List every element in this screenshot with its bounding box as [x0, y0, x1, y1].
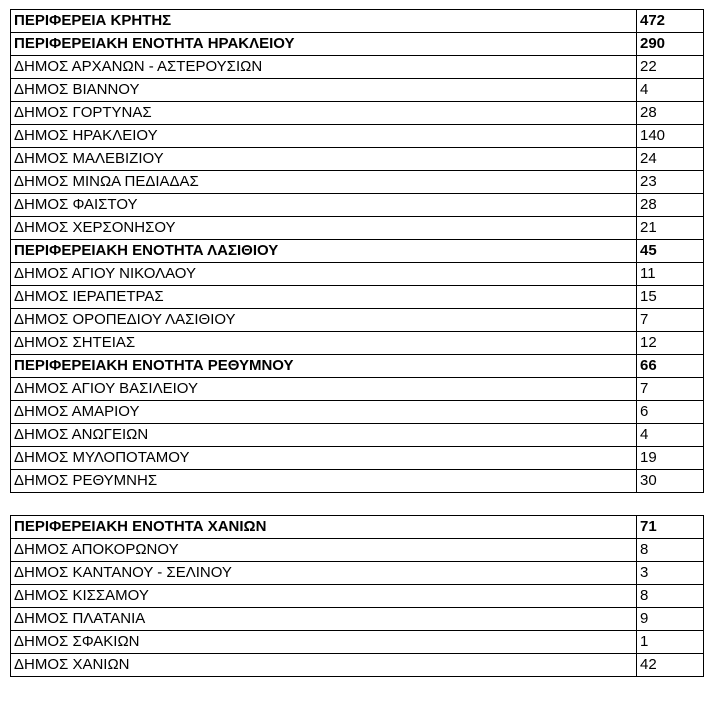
row-label: ΔΗΜΟΣ ΚΑΝΤΑΝΟΥ - ΣΕΛΙΝΟΥ — [11, 562, 637, 585]
summary-row — [11, 240, 704, 263]
table-row — [11, 585, 704, 608]
row-label: ΔΗΜΟΣ ΧΑΝΙΩΝ — [11, 654, 637, 677]
row-label: ΔΗΜΟΣ ΑΓΙΟΥ ΒΑΣΙΛΕΙΟΥ — [11, 378, 637, 401]
row-value: 28 — [637, 194, 704, 217]
row-value: 8 — [637, 585, 704, 608]
table-row — [11, 562, 704, 585]
table-row — [11, 309, 704, 332]
table-row — [11, 217, 704, 240]
row-label: ΠΕΡΙΦΕΡΕΙΑΚΗ ΕΝΟΤΗΤΑ ΛΑΣΙΘΙΟΥ — [11, 240, 637, 263]
row-value: 19 — [637, 447, 704, 470]
chania-unit-table-body — [11, 516, 704, 677]
table-row — [11, 148, 704, 171]
row-value: 45 — [637, 240, 704, 263]
row-label: ΔΗΜΟΣ ΓΟΡΤΥΝΑΣ — [11, 102, 637, 125]
row-label: ΔΗΜΟΣ ΣΦΑΚΙΩΝ — [11, 631, 637, 654]
row-value: 24 — [637, 148, 704, 171]
row-value: 11 — [637, 263, 704, 286]
row-label: ΔΗΜΟΣ ΣΗΤΕΙΑΣ — [11, 332, 637, 355]
table-row — [11, 125, 704, 148]
row-label: ΔΗΜΟΣ ΠΛΑΤΑΝΙΑ — [11, 608, 637, 631]
row-value: 290 — [637, 33, 704, 56]
row-label: ΔΗΜΟΣ ΜΙΝΩΑ ΠΕΔΙΑΔΑΣ — [11, 171, 637, 194]
row-label: ΔΗΜΟΣ ΧΕΡΣΟΝΗΣΟΥ — [11, 217, 637, 240]
table-row — [11, 332, 704, 355]
crete-region-table — [10, 9, 704, 493]
table-row — [11, 79, 704, 102]
table-row — [11, 608, 704, 631]
row-value: 23 — [637, 171, 704, 194]
table-row — [11, 654, 704, 677]
table-row — [11, 263, 704, 286]
row-value: 6 — [637, 401, 704, 424]
row-value: 22 — [637, 56, 704, 79]
row-label: ΔΗΜΟΣ ΟΡΟΠΕΔΙΟΥ ΛΑΣΙΘΙΟΥ — [11, 309, 637, 332]
table-row — [11, 194, 704, 217]
table-row — [11, 401, 704, 424]
row-value: 9 — [637, 608, 704, 631]
row-label: ΔΗΜΟΣ ΡΕΘΥΜΝΗΣ — [11, 470, 637, 493]
row-value: 7 — [637, 378, 704, 401]
row-value: 66 — [637, 355, 704, 378]
row-label: ΠΕΡΙΦΕΡΕΙΑΚΗ ΕΝΟΤΗΤΑ ΡΕΘΥΜΝΟΥ — [11, 355, 637, 378]
summary-row — [11, 355, 704, 378]
row-value: 30 — [637, 470, 704, 493]
row-value: 4 — [637, 79, 704, 102]
table-row — [11, 56, 704, 79]
row-value: 4 — [637, 424, 704, 447]
table-row — [11, 470, 704, 493]
row-label: ΠΕΡΙΦΕΡΕΙΑΚΗ ΕΝΟΤΗΤΑ ΗΡΑΚΛΕΙΟΥ — [11, 33, 637, 56]
crete-region-table-body — [11, 10, 704, 493]
row-value: 21 — [637, 217, 704, 240]
row-label: ΔΗΜΟΣ ΦΑΙΣΤΟΥ — [11, 194, 637, 217]
row-label: ΔΗΜΟΣ ΑΜΑΡΙΟΥ — [11, 401, 637, 424]
row-label: ΔΗΜΟΣ ΜΑΛΕΒΙΖΙΟΥ — [11, 148, 637, 171]
table-row — [11, 424, 704, 447]
row-value: 71 — [637, 516, 704, 539]
table-row — [11, 631, 704, 654]
row-label: ΔΗΜΟΣ ΑΓΙΟΥ ΝΙΚΟΛΑΟΥ — [11, 263, 637, 286]
summary-row — [11, 33, 704, 56]
row-label: ΔΗΜΟΣ ΚΙΣΣΑΜΟΥ — [11, 585, 637, 608]
table-row — [11, 171, 704, 194]
row-value: 7 — [637, 309, 704, 332]
row-label: ΔΗΜΟΣ ΙΕΡΑΠΕΤΡΑΣ — [11, 286, 637, 309]
row-label: ΠΕΡΙΦΕΡΕΙΑ ΚΡΗΤΗΣ — [11, 10, 637, 33]
row-value: 472 — [637, 10, 704, 33]
summary-row — [11, 10, 704, 33]
row-label: ΔΗΜΟΣ ΜΥΛΟΠΟΤΑΜΟΥ — [11, 447, 637, 470]
table-row — [11, 447, 704, 470]
row-label: ΔΗΜΟΣ ΑΝΩΓΕΙΩΝ — [11, 424, 637, 447]
row-label: ΔΗΜΟΣ ΑΠΟΚΟΡΩΝΟΥ — [11, 539, 637, 562]
table-row — [11, 378, 704, 401]
chania-unit-table — [10, 515, 704, 677]
row-value: 12 — [637, 332, 704, 355]
row-value: 15 — [637, 286, 704, 309]
table-row — [11, 539, 704, 562]
row-value: 42 — [637, 654, 704, 677]
table-row — [11, 102, 704, 125]
row-label: ΠΕΡΙΦΕΡΕΙΑΚΗ ΕΝΟΤΗΤΑ ΧΑΝΙΩΝ — [11, 516, 637, 539]
row-value: 28 — [637, 102, 704, 125]
row-value: 140 — [637, 125, 704, 148]
summary-row — [11, 516, 704, 539]
row-value: 8 — [637, 539, 704, 562]
table-row — [11, 286, 704, 309]
row-value: 3 — [637, 562, 704, 585]
row-label: ΔΗΜΟΣ ΑΡΧΑΝΩΝ - ΑΣΤΕΡΟΥΣΙΩΝ — [11, 56, 637, 79]
row-value: 1 — [637, 631, 704, 654]
row-label: ΔΗΜΟΣ ΒΙΑΝΝΟΥ — [11, 79, 637, 102]
row-label: ΔΗΜΟΣ ΗΡΑΚΛΕΙΟΥ — [11, 125, 637, 148]
